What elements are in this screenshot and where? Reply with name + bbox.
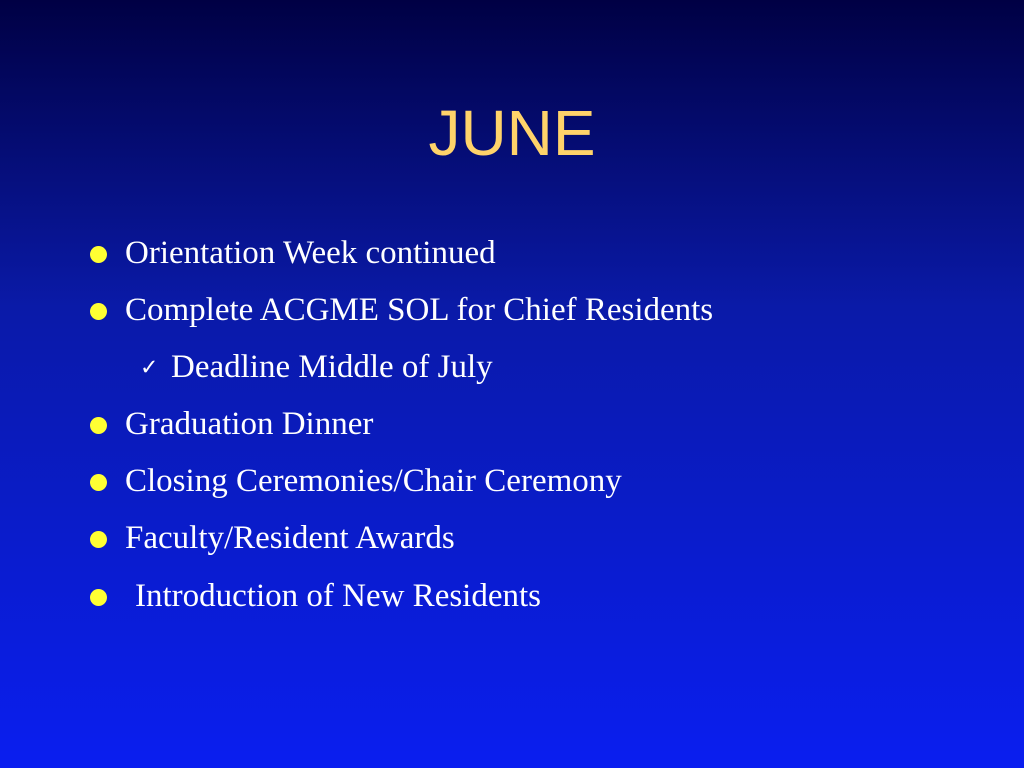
bullet-text: Closing Ceremonies/Chair Ceremony [125,462,622,499]
bullet-text: Faculty/Resident Awards [125,519,455,556]
bullet-text: Graduation Dinner [125,405,374,442]
bullet-text: Orientation Week continued [125,234,496,271]
bullet-dot-icon [90,246,107,263]
bullet-dot-icon [90,474,107,491]
bullet-text: Introduction of New Residents [135,577,542,614]
checkmark-icon: ✓ [140,355,159,381]
slide-title: JUNE [428,97,596,169]
sub-bullet-text: Deadline Middle of July [171,348,493,385]
bullet-dot-icon [90,589,107,606]
bullet-dot-icon [90,531,107,548]
bullet-dot-icon [90,303,107,320]
bullet-text: Complete ACGME SOL for Chief Residents [125,291,714,328]
bullet-dot-icon [90,417,107,434]
